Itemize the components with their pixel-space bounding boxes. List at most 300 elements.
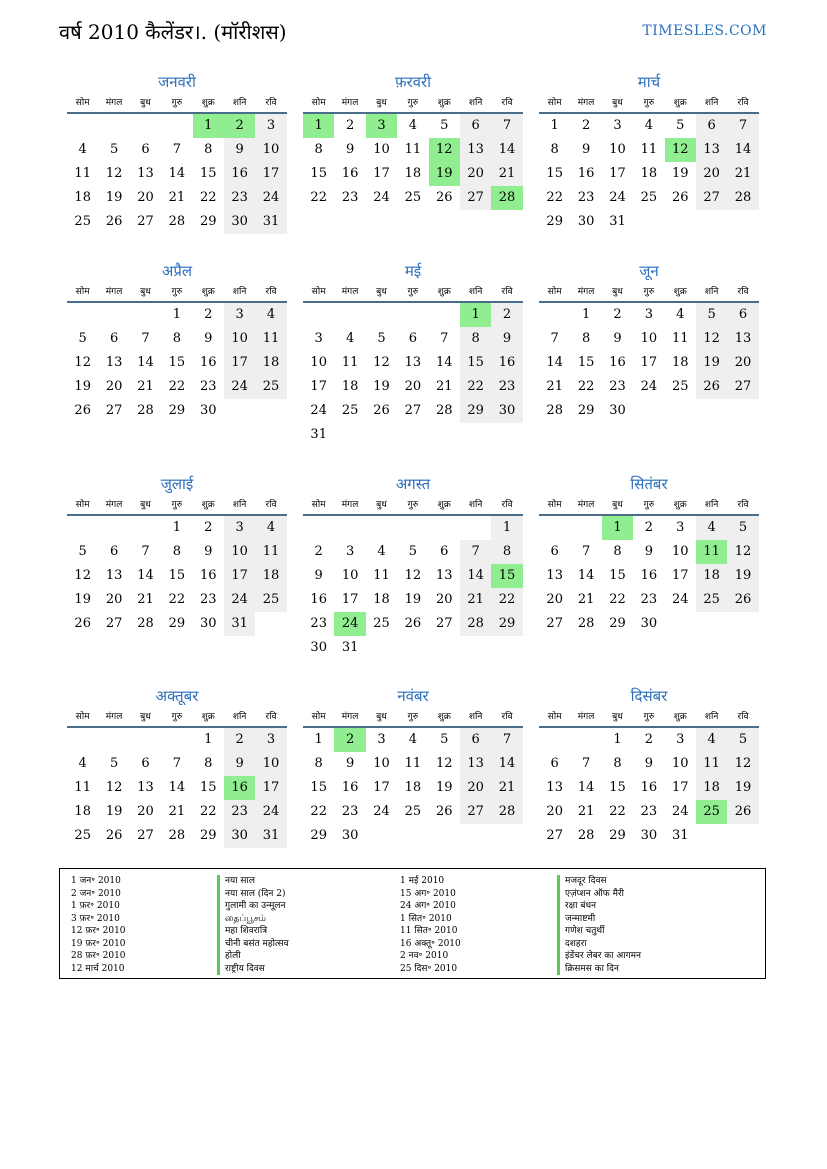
- month-name: नवंबर: [397, 687, 429, 705]
- weekday-label: मंगल: [105, 500, 123, 510]
- day-cell: 12: [696, 327, 727, 351]
- legend-date: 25 दिस॰ 2010: [400, 963, 458, 974]
- week-row: [67, 162, 287, 186]
- day-cell: 23: [577, 190, 595, 205]
- empty-cell: [539, 516, 570, 540]
- day-cell: 7: [460, 540, 491, 564]
- day-cell: 14: [137, 568, 154, 583]
- day-cell: 27: [727, 375, 758, 399]
- day-cell: 10: [671, 544, 689, 559]
- legend-holiday-name: जन्माष्टमी: [557, 913, 641, 926]
- week-row: [67, 303, 287, 327]
- day-cell: 4: [644, 118, 653, 133]
- day-cell: 19: [373, 379, 390, 394]
- weekday-label: रवि: [265, 98, 277, 108]
- week-row: [67, 351, 287, 375]
- day-cell: 6: [550, 756, 559, 771]
- day-cell: 6: [460, 728, 491, 752]
- week-row: [303, 824, 523, 848]
- day-cell: 13: [696, 138, 727, 162]
- empty-cell: [429, 303, 460, 327]
- day-cell: 18: [696, 564, 727, 588]
- day-cell: 24: [671, 804, 689, 819]
- month-block: [67, 474, 287, 636]
- month-name: अगस्त: [395, 475, 431, 493]
- empty-cell: [130, 114, 161, 138]
- day-cell: 30: [310, 640, 327, 655]
- day-cell: 27: [137, 828, 154, 843]
- empty-cell: [397, 636, 428, 660]
- day-cell: 12: [727, 540, 758, 564]
- legend-date: 12 फ़र॰ 2010: [71, 926, 126, 936]
- day-cell: 24: [255, 186, 286, 210]
- day-cell: 7: [141, 544, 150, 559]
- weekday-label: बुध: [376, 712, 387, 722]
- weekday-label: गुरु: [407, 98, 419, 108]
- empty-cell: [130, 516, 161, 540]
- empty-cell: [334, 423, 365, 447]
- day-cell: 16: [341, 780, 359, 795]
- day-cell: 6: [550, 544, 559, 559]
- weekday-header: [67, 496, 287, 516]
- day-cell: 15: [460, 351, 491, 375]
- empty-cell: [570, 516, 601, 540]
- day-cell: 7: [141, 331, 150, 346]
- day-cell: 12: [74, 568, 91, 583]
- day-cell: 26: [373, 403, 390, 418]
- day-cell: 7: [581, 544, 591, 559]
- day-cell: 24: [373, 190, 390, 205]
- empty-cell: [161, 114, 192, 138]
- day-cell: 21: [435, 379, 453, 394]
- legend-date: 11 सित॰ 2010: [400, 926, 458, 936]
- day-cell: 10: [609, 142, 626, 157]
- day-cell: 10: [373, 756, 390, 771]
- month-block: [539, 261, 759, 423]
- day-cell: 22: [491, 588, 522, 612]
- day-cell: 3: [676, 732, 685, 747]
- day-cell: 22: [310, 804, 327, 819]
- day-cell: 23: [341, 804, 359, 819]
- day-cell: 13: [137, 780, 154, 795]
- day-cell: 24: [609, 190, 626, 205]
- day-cell: 25: [255, 375, 286, 399]
- day-cell: 2: [224, 114, 255, 138]
- empty-cell: [98, 303, 129, 327]
- day-cell: 21: [137, 379, 154, 394]
- day-cell: 19: [404, 592, 422, 607]
- week-row: [539, 776, 759, 800]
- weekday-label: मंगल: [341, 712, 359, 722]
- weekday-label: शनि: [232, 98, 247, 108]
- day-cell: 8: [491, 540, 522, 564]
- week-row: [67, 588, 287, 612]
- weekday-label: बुध: [612, 500, 623, 510]
- empty-cell: [366, 303, 397, 327]
- day-cell: 29: [310, 828, 327, 843]
- day-cell: 2: [491, 303, 522, 327]
- day-cell: 9: [204, 544, 213, 559]
- day-cell: 3: [644, 307, 653, 322]
- day-cell: 28: [168, 214, 186, 229]
- month-block: [67, 686, 287, 848]
- day-cell: 9: [491, 327, 522, 351]
- day-cell: 31: [310, 427, 327, 442]
- weekday-label: रवि: [265, 287, 277, 297]
- day-cell: 27: [460, 186, 491, 210]
- week-row: [539, 564, 759, 588]
- weekday-label: रवि: [501, 98, 513, 108]
- day-cell: 29: [546, 214, 563, 229]
- day-cell: 20: [546, 592, 563, 607]
- day-cell: 31: [671, 828, 689, 843]
- weekday-header: [303, 708, 523, 728]
- weekday-label: गुरु: [643, 98, 655, 108]
- day-cell: 8: [204, 142, 213, 157]
- day-cell: 14: [546, 355, 563, 370]
- day-cell: 30: [577, 214, 595, 229]
- weekday-label: बुध: [140, 712, 151, 722]
- day-cell: 6: [727, 303, 758, 327]
- day-cell: 25: [696, 588, 727, 612]
- day-cell: 7: [550, 331, 559, 346]
- weekday-label: मंगल: [577, 712, 595, 722]
- empty-cell: [67, 516, 98, 540]
- day-cell: 6: [141, 142, 150, 157]
- day-cell: 17: [373, 166, 390, 181]
- day-cell: 14: [137, 355, 154, 370]
- week-row: [67, 612, 287, 636]
- week-row: [303, 114, 523, 138]
- day-cell: 5: [109, 756, 119, 771]
- day-cell: 11: [255, 540, 286, 564]
- week-row: [303, 186, 523, 210]
- weekday-label: गुरु: [643, 712, 655, 722]
- day-cell: 19: [429, 162, 460, 186]
- empty-cell: [429, 423, 460, 447]
- day-cell: 1: [550, 118, 559, 133]
- day-cell: 9: [345, 142, 355, 157]
- day-cell: 26: [671, 190, 689, 205]
- weekday-label: शनि: [704, 712, 719, 722]
- day-cell: 2: [224, 728, 255, 752]
- day-cell: 16: [224, 776, 255, 800]
- day-cell: 15: [310, 166, 327, 181]
- empty-cell: [303, 516, 334, 540]
- day-cell: 8: [172, 544, 181, 559]
- day-cell: 20: [137, 804, 154, 819]
- legend-date: 24 अग॰ 2010: [400, 901, 456, 911]
- day-cell: 16: [199, 568, 217, 583]
- week-row: [539, 327, 759, 351]
- day-cell: 3: [255, 114, 286, 138]
- day-cell: 13: [546, 780, 563, 795]
- weekday-label: बुध: [612, 712, 623, 722]
- weekday-label: मंगल: [577, 98, 595, 108]
- legend-holiday-name: महा शिवरात्रि: [217, 925, 289, 938]
- empty-cell: [224, 399, 255, 423]
- day-cell: 20: [137, 190, 154, 205]
- day-cell: 6: [141, 756, 150, 771]
- day-cell: 7: [581, 756, 591, 771]
- weekday-label: सोम: [75, 98, 90, 108]
- day-cell: 2: [581, 118, 591, 133]
- weekday-label: गुरु: [407, 287, 419, 297]
- day-cell: 4: [255, 516, 286, 540]
- day-cell: 20: [546, 804, 563, 819]
- day-cell: 10: [373, 142, 390, 157]
- day-cell: 31: [609, 214, 626, 229]
- week-row: [303, 375, 523, 399]
- day-cell: 27: [105, 616, 123, 631]
- day-cell: 23: [341, 190, 359, 205]
- weekday-label: रवि: [501, 500, 513, 510]
- weekday-label: गुरु: [171, 712, 183, 722]
- day-cell: 8: [204, 756, 213, 771]
- week-row: [67, 728, 287, 752]
- day-cell: 3: [676, 520, 685, 535]
- empty-cell: [67, 728, 98, 752]
- day-cell: 14: [491, 752, 522, 776]
- week-row: [67, 138, 287, 162]
- day-cell: 19: [105, 804, 123, 819]
- day-cell: 25: [404, 804, 422, 819]
- day-cell: 25: [696, 800, 727, 824]
- weekday-label: मंगल: [341, 287, 359, 297]
- week-row: [539, 540, 759, 564]
- empty-cell: [366, 516, 397, 540]
- day-cell: 13: [460, 752, 491, 776]
- legend-date: 12 मार्च 2010: [71, 963, 125, 974]
- weekday-header: [67, 708, 287, 728]
- weekday-label: सोम: [311, 712, 326, 722]
- day-cell: 17: [609, 166, 626, 181]
- empty-cell: [334, 303, 365, 327]
- legend-dates-1: [71, 875, 126, 975]
- day-cell: 28: [137, 403, 154, 418]
- weekday-label: बुध: [376, 500, 387, 510]
- day-cell: 11: [671, 331, 689, 346]
- day-cell: 29: [460, 399, 491, 423]
- day-cell: 28: [727, 186, 758, 210]
- weekday-label: गुरु: [407, 500, 419, 510]
- page-title: वर्ष 2010 कैलेंडर।. (मॉरीशस): [59, 20, 287, 44]
- legend-date: 3 फ़र॰ 2010: [71, 913, 120, 924]
- weekday-label: सोम: [547, 98, 562, 108]
- day-cell: 13: [404, 355, 422, 370]
- day-cell: 7: [172, 756, 181, 771]
- week-row: [303, 612, 523, 636]
- day-cell: 26: [105, 828, 123, 843]
- day-cell: 22: [199, 804, 217, 819]
- weekday-label: बुध: [376, 287, 387, 297]
- day-cell: 19: [727, 564, 758, 588]
- day-cell: 15: [609, 568, 626, 583]
- day-cell: 17: [255, 162, 286, 186]
- weekday-header: [303, 283, 523, 303]
- day-cell: 27: [105, 403, 123, 418]
- weekday-label: मंगल: [105, 287, 123, 297]
- day-cell: 2: [314, 544, 323, 559]
- day-cell: 16: [310, 592, 327, 607]
- weekday-label: रवि: [501, 287, 513, 297]
- week-row: [67, 824, 287, 848]
- weekday-label: सोम: [547, 712, 562, 722]
- weekday-label: सोम: [311, 287, 326, 297]
- day-cell: 2: [334, 728, 365, 752]
- day-cell: 23: [224, 800, 255, 824]
- week-row: [539, 303, 759, 327]
- empty-cell: [727, 210, 758, 234]
- day-cell: 5: [676, 118, 685, 133]
- month-name: जनवरी: [158, 73, 196, 91]
- day-cell: 20: [404, 379, 422, 394]
- day-cell: 10: [310, 355, 327, 370]
- month-block: [539, 474, 759, 636]
- day-cell: 16: [199, 355, 217, 370]
- day-cell: 14: [460, 564, 491, 588]
- week-row: [67, 375, 287, 399]
- day-cell: 11: [341, 355, 359, 370]
- day-cell: 19: [435, 780, 453, 795]
- day-cell: 12: [105, 780, 123, 795]
- legend-holiday-name: चीनी बसंत महोत्सव: [217, 938, 289, 951]
- empty-cell: [570, 728, 601, 752]
- month-block: [539, 72, 759, 234]
- day-cell: 3: [255, 728, 286, 752]
- day-cell: 1: [602, 516, 633, 540]
- day-cell: 18: [671, 355, 689, 370]
- weekday-header: [539, 496, 759, 516]
- day-cell: 10: [341, 568, 359, 583]
- day-cell: 21: [491, 162, 522, 186]
- weekday-label: मंगल: [577, 287, 595, 297]
- day-cell: 26: [404, 616, 422, 631]
- day-cell: 28: [435, 403, 453, 418]
- day-cell: 21: [491, 776, 522, 800]
- day-cell: 7: [172, 142, 181, 157]
- month-block: [303, 474, 523, 660]
- day-cell: 17: [224, 351, 255, 375]
- day-cell: 15: [546, 166, 563, 181]
- month-name: मार्च: [637, 73, 661, 91]
- week-row: [539, 114, 759, 138]
- day-cell: 16: [609, 355, 626, 370]
- day-cell: 13: [105, 355, 123, 370]
- day-cell: 8: [314, 142, 323, 157]
- day-cell: 7: [727, 114, 758, 138]
- empty-cell: [633, 399, 664, 423]
- day-cell: 20: [460, 776, 491, 800]
- day-cell: 16: [341, 166, 359, 181]
- day-cell: 1: [314, 732, 323, 747]
- empty-cell: [98, 516, 129, 540]
- day-cell: 31: [341, 640, 359, 655]
- day-cell: 4: [676, 307, 685, 322]
- week-row: [539, 612, 759, 636]
- week-row: [539, 210, 759, 234]
- empty-cell: [727, 612, 758, 636]
- day-cell: 6: [109, 544, 119, 559]
- weekday-label: शनि: [232, 500, 247, 510]
- empty-cell: [539, 303, 570, 327]
- legend-holiday-name: होली: [217, 950, 289, 963]
- week-row: [539, 399, 759, 423]
- day-cell: 6: [460, 114, 491, 138]
- day-cell: 19: [74, 592, 91, 607]
- legend-names-2: [557, 875, 641, 975]
- day-cell: 23: [609, 379, 626, 394]
- empty-cell: [633, 210, 664, 234]
- day-cell: 18: [373, 592, 390, 607]
- day-cell: 9: [204, 331, 213, 346]
- weekday-label: गुरु: [407, 712, 419, 722]
- week-row: [539, 588, 759, 612]
- brand-link[interactable]: TIMESLES.COM: [642, 23, 767, 39]
- day-cell: 24: [640, 379, 658, 394]
- day-cell: 4: [696, 728, 727, 752]
- day-cell: 17: [341, 592, 359, 607]
- week-row: [67, 776, 287, 800]
- month-block: [303, 261, 523, 447]
- day-cell: 1: [172, 520, 181, 535]
- week-row: [539, 162, 759, 186]
- empty-cell: [727, 824, 758, 848]
- weekday-header: [67, 283, 287, 303]
- day-cell: 27: [435, 616, 453, 631]
- day-cell: 16: [640, 780, 658, 795]
- day-cell: 9: [644, 756, 653, 771]
- day-cell: 22: [168, 592, 186, 607]
- day-cell: 3: [377, 732, 386, 747]
- day-cell: 13: [460, 138, 491, 162]
- day-cell: 8: [550, 142, 559, 157]
- empty-cell: [665, 612, 696, 636]
- day-cell: 1: [460, 303, 491, 327]
- day-cell: 30: [491, 399, 522, 423]
- day-cell: 3: [224, 516, 255, 540]
- day-cell: 17: [671, 780, 689, 795]
- day-cell: 16: [640, 568, 658, 583]
- weekday-label: शनि: [232, 287, 247, 297]
- day-cell: 24: [310, 403, 327, 418]
- weekday-label: शुक्र: [201, 500, 215, 510]
- day-cell: 26: [435, 190, 453, 205]
- day-cell: 3: [613, 118, 622, 133]
- day-cell: 22: [577, 379, 595, 394]
- empty-cell: [491, 423, 522, 447]
- day-cell: 29: [577, 403, 595, 418]
- day-cell: 10: [255, 752, 286, 776]
- day-cell: 28: [137, 616, 154, 631]
- empty-cell: [491, 636, 522, 660]
- day-cell: 26: [727, 588, 758, 612]
- week-row: [303, 138, 523, 162]
- day-cell: 29: [199, 214, 217, 229]
- month-name: दिसंबर: [630, 687, 668, 705]
- day-cell: 1: [491, 516, 522, 540]
- empty-cell: [366, 636, 397, 660]
- day-cell: 29: [168, 403, 186, 418]
- day-cell: 20: [105, 592, 123, 607]
- weekday-label: गुरु: [643, 500, 655, 510]
- day-cell: 17: [373, 780, 390, 795]
- day-cell: 10: [671, 756, 689, 771]
- day-cell: 3: [345, 544, 355, 559]
- legend-holiday-name: क्रिसमस का दिन: [557, 963, 641, 976]
- day-cell: 31: [255, 824, 286, 848]
- day-cell: 18: [255, 351, 286, 375]
